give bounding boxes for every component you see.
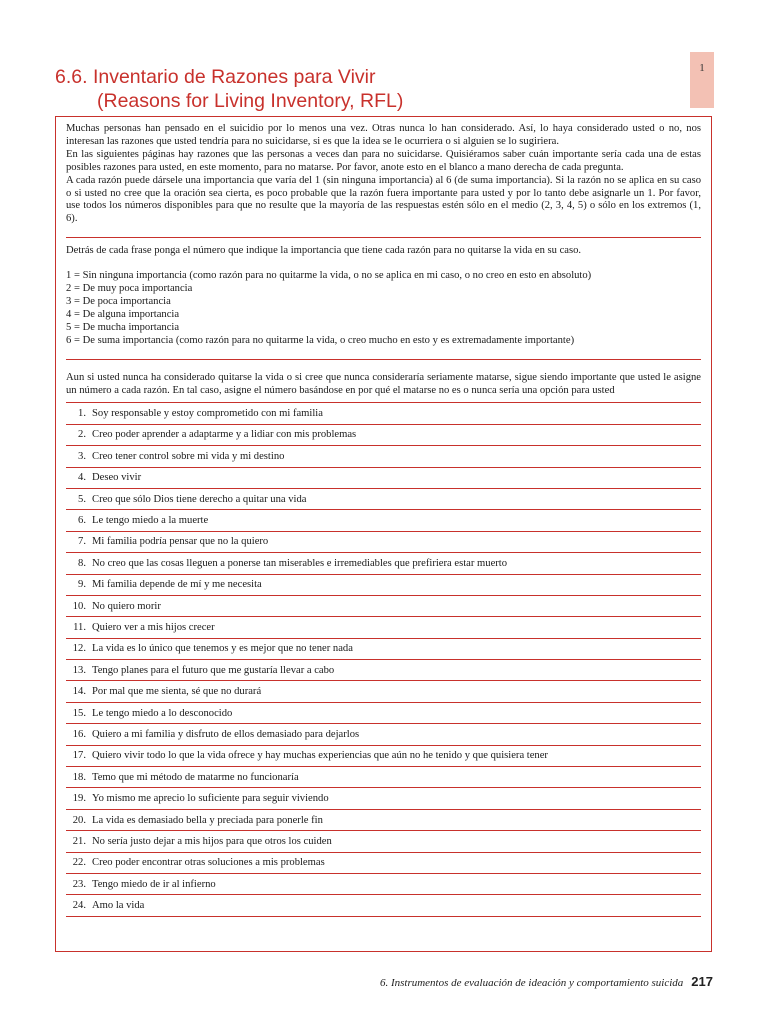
list-item xyxy=(66,489,701,510)
item-number: 21. xyxy=(72,835,86,847)
intro-paragraph-1: Muchas personas han pensado en el suicidio por lo menos una vez. Otras nunca lo han considerado. Así, lo haya considerado usted o no, nos interesan las razones que usted tendría para no suicidarse, si es que la idea se le ocurriera o si alguien se lo sugiriera. xyxy=(66,123,701,147)
scale-item-5: 5 = De mucha importancia xyxy=(66,321,180,333)
item-text: Por mal que me sienta, sé que no durará xyxy=(92,686,262,698)
item-number: 6. xyxy=(78,515,86,527)
list-item xyxy=(66,425,701,446)
list-item xyxy=(66,532,701,553)
list-item xyxy=(66,724,701,745)
list-item xyxy=(66,639,701,660)
item-number: 7. xyxy=(78,536,86,548)
item-number: 1. xyxy=(78,408,86,420)
list-item xyxy=(66,553,701,574)
item-text: Mi familia depende de mí y me necesita xyxy=(92,579,262,591)
list-item xyxy=(66,810,701,831)
item-number: 18. xyxy=(72,771,86,783)
item-text: Mi familia podría pensar que no la quiero xyxy=(92,536,269,548)
list-item xyxy=(66,617,701,638)
item-number: 16. xyxy=(72,728,86,740)
list-item xyxy=(66,703,701,724)
item-text: Tengo miedo de ir al infierno xyxy=(92,878,216,890)
list-item xyxy=(66,853,701,874)
item-number: 9. xyxy=(78,579,86,591)
item-text: Creo tener control sobre mi vida y mi destino xyxy=(92,450,285,462)
scale-item-4: 4 = De alguna importancia xyxy=(66,308,180,320)
item-number: 23. xyxy=(72,878,86,890)
item-text: Deseo vivir xyxy=(92,472,142,484)
section-divider xyxy=(66,359,701,360)
item-text: Yo mismo me aprecio lo suficiente para seguir viviendo xyxy=(92,793,329,805)
list-item xyxy=(66,596,701,617)
intro-paragraph-2: En las siguientes páginas hay razones que las personas a veces dan para no suicidarse. Quisiéramos saber cuán importante sería cada una de estas posibles razones para usted, en este momento, para no matarse. Por favor, anote esto en el blanco a mano derecha de cada pregunta. xyxy=(66,148,701,173)
rating-scale xyxy=(66,270,701,347)
intro-paragraph-3: A cada razón puede dársele una importancia que varía del 1 (sin ninguna importancia) al 6 (de suma importancia). Si la razón no se aplica en su caso o si usted no cree que la oración sea cierta, es poco probable que la razón fuera importante para usted y por lo tanto debe asignarle un 1. Por favor, use todos los números disponibles para que no resulte que la mayoría de las respuestas estén sólo en el medio (2, 3, 4, 5) o sólo en los extremos (1, 6). xyxy=(66,174,701,225)
item-text: No creo que las cosas lleguen a ponerse tan miserables e irremediables que prefiriera estar muerto xyxy=(92,557,508,569)
item-text: No sería justo dejar a mis hijos para que otros los cuiden xyxy=(92,835,332,847)
item-number: 5. xyxy=(78,493,86,505)
item-number: 22. xyxy=(72,857,86,869)
list-item xyxy=(66,468,701,489)
item-text: No quiero morir xyxy=(92,600,161,612)
item-number: 15. xyxy=(72,707,86,719)
item-text: Soy responsable y estoy comprometido con mi familia xyxy=(92,408,323,420)
note-paragraph: Aun si usted nunca ha considerado quitarse la vida o si cree que nunca consideraría seriamente matarse, sigue siendo importante que usted le asigne un número a cada razón. En tal caso, asigne el número basándose en por qué el matarse no es o nunca sería una opción para usted xyxy=(66,371,701,396)
item-text: La vida es demasiado bella y preciada para ponerle fin xyxy=(92,814,323,826)
item-number: 10. xyxy=(72,600,86,612)
page-number: 217 xyxy=(691,974,713,989)
list-item xyxy=(66,746,701,767)
scale-item-3: 3 = De poca importancia xyxy=(66,295,171,307)
list-item xyxy=(66,575,701,596)
item-text: Temo que mi método de matarme no funcionaría xyxy=(92,771,299,783)
reasons-list xyxy=(66,402,701,916)
item-number: 17. xyxy=(72,750,86,762)
list-item xyxy=(66,831,701,852)
item-text: Quiero ver a mis hijos crecer xyxy=(92,622,215,633)
list-item xyxy=(66,446,701,467)
item-text: Amo la vida xyxy=(92,900,145,912)
title-line-2: (Reasons for Living Inventory, RFL) xyxy=(97,90,404,113)
item-number: 24. xyxy=(72,900,86,912)
item-number: 14. xyxy=(72,686,86,698)
list-item xyxy=(66,788,701,809)
list-item xyxy=(66,767,701,788)
item-number: 19. xyxy=(72,793,86,805)
item-number: 2. xyxy=(78,429,86,441)
item-number: 8. xyxy=(78,557,86,569)
item-text: Creo que sólo Dios tiene derecho a quitar una vida xyxy=(92,493,307,505)
section-divider xyxy=(66,237,701,238)
list-item xyxy=(66,874,701,895)
item-number: 12. xyxy=(72,643,86,655)
scale-item-6: 6 = De suma importancia (como razón para no quitarme la vida, o creo mucho en esto y es extremadamente importante) xyxy=(66,334,575,346)
list-item xyxy=(66,681,701,702)
page-footer xyxy=(380,974,713,989)
chapter-tab: 1 xyxy=(690,52,714,108)
item-number: 11. xyxy=(73,622,86,633)
item-text: Tengo planes para el futuro que me gustaría llevar a cabo xyxy=(92,664,335,676)
item-text: Creo poder aprender a adaptarme y a lidiar con mis problemas xyxy=(92,429,357,441)
item-number: 4. xyxy=(78,472,86,484)
item-text: Le tengo miedo a lo desconocido xyxy=(92,707,233,719)
questionnaire-box xyxy=(55,116,712,952)
item-number: 3. xyxy=(78,450,86,462)
scale-item-2: 2 = De muy poca importancia xyxy=(66,283,193,295)
item-text: Quiero a mi familia y disfruto de ellos demasiado para dejarlos xyxy=(92,728,360,740)
item-text: Quiero vivir todo lo que la vida ofrece y hay muchas experiencias que aún no he tenido y que quisiera tener xyxy=(92,750,548,762)
scale-item-1: 1 = Sin ninguna importancia (como razón para no quitarme la vida, o no se aplica en mi caso, o no creo en esto en absoluto) xyxy=(66,270,592,282)
list-item xyxy=(66,403,701,424)
page-title xyxy=(55,65,675,113)
item-number: 20. xyxy=(72,814,86,826)
item-text: Le tengo miedo a la muerte xyxy=(92,515,209,527)
item-text: La vida es lo único que tenemos y es mejor que no tener nada xyxy=(92,643,353,655)
instructions: Detrás de cada frase ponga el número que indique la importancia que tiene cada razón para no quitarse la vida en su caso. xyxy=(66,245,582,257)
footer-chapter-title: 6. Instrumentos de evaluación de ideación y comportamiento suicida xyxy=(379,977,684,989)
list-item xyxy=(66,895,701,916)
item-number: 13. xyxy=(72,664,86,676)
list-item xyxy=(66,660,701,681)
list-item xyxy=(66,510,701,531)
title-line-1: 6.6. Inventario de Razones para Vivir xyxy=(55,66,376,89)
item-text: Creo poder encontrar otras soluciones a mis problemas xyxy=(92,857,325,869)
